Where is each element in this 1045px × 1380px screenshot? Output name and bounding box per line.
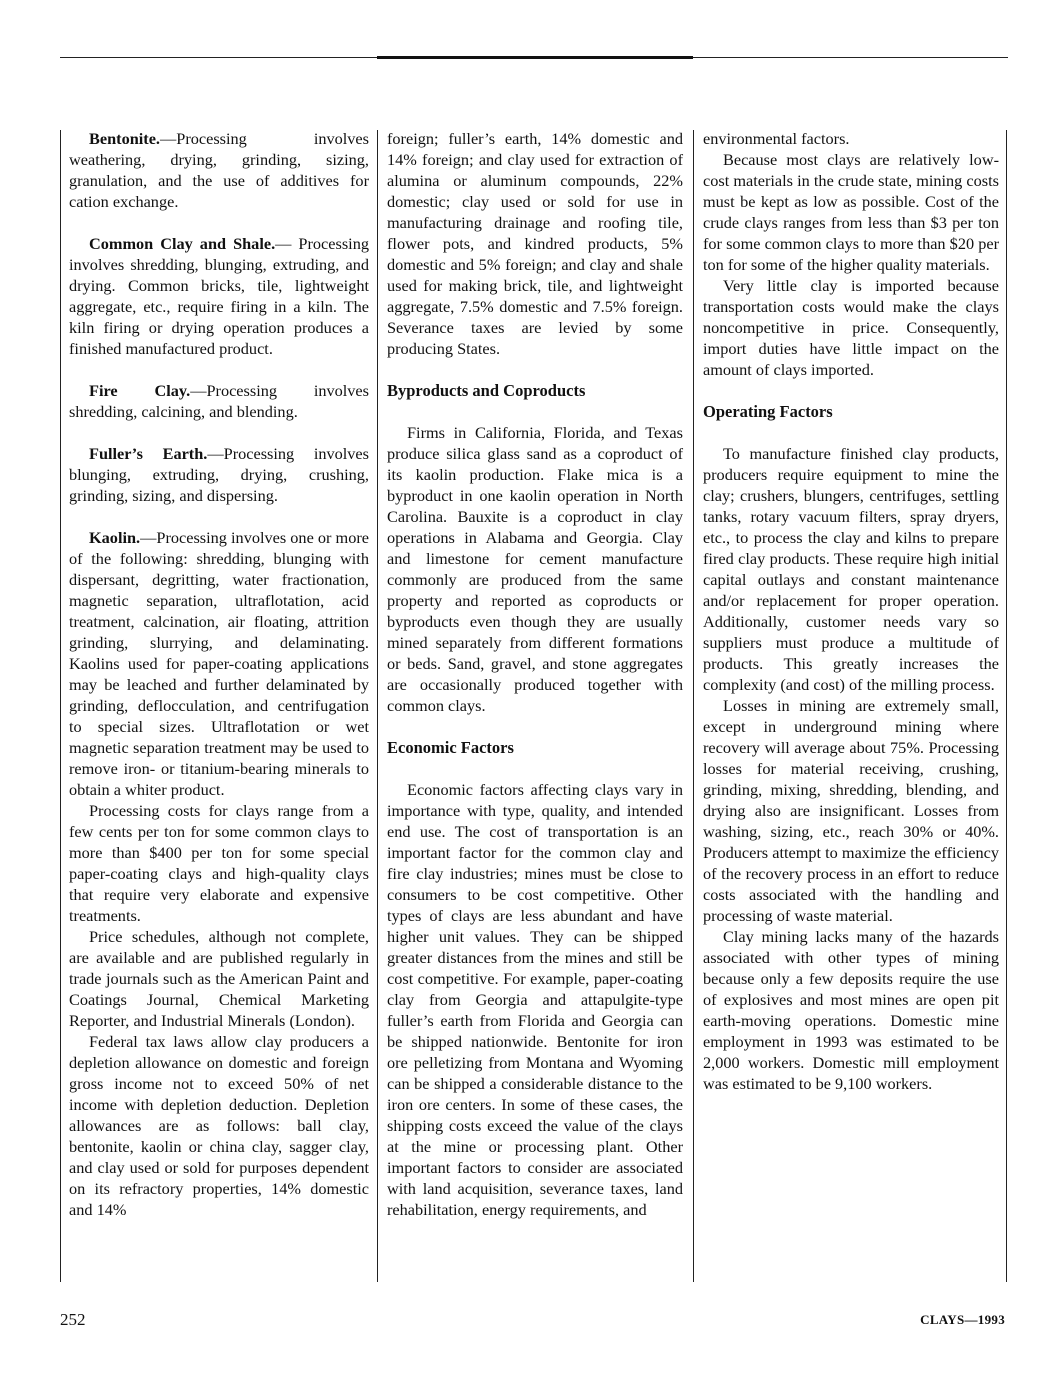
heading-economic-factors: Economic Factors [387, 738, 514, 757]
paragraph-imported: Very little clay is imported because transportation costs would make the clays noncompetitive in price. Consequently, import duties have little impact on the amount of clays imported. [703, 276, 999, 379]
running-title: CLAYS—1993 [920, 1312, 1005, 1327]
heading-operating-factors: Operating Factors [703, 402, 833, 421]
heading-fire-clay: Fire Clay. [89, 381, 191, 400]
column-3 [703, 128, 999, 1094]
column-1 [69, 128, 369, 1220]
paragraph-manufacture: To manufacture finished clay products, producers require equipment to mine the clay; crushers, blungers, centrifuges, settling tanks, rotary vacuum filters, spray dryers, etc., to process the clay and kilns to prepare fired clay products. These require high initial capital outlays and constant maintenance and/or replacement for proper operation. Additionally, customer needs vary so suppliers must produce a multitude of products. This greatly increases the complexity (and cost) of the milling process. [703, 444, 999, 694]
paragraph-kaolin: Kaolin.—Processing involves one or more of the following: shredding, blunging with dispersant, degritting, water fractionation, magnetic separation, ultraflotation, acid treatment, calcination, air floating, attrition grinding, slurrying, and delaminating. Kaolins used for paper-coating applications may be leached and further delaminated by grinding, deflocculation, and centrifugation to special sizes. Ultraflotation or wet magnetic separation treatment may be used to remove iron- or titanium-bearing minerals to obtain a whiter product. [69, 528, 369, 799]
paragraph-depletion-continued: foreign; fuller’s earth, 14% domestic and 14% foreign; and clay used for extraction of alumina or aluminum compounds, 22% domestic; clay used or sold for use in manufacturing drainage and roofing tile, flower pots, and kindred products, 5% domestic and 5% foreign; and clay and shale used for making brick, tile, and lightweight aggregate, 7.5% domestic and 7.5% foreign. Severance taxes are levied by some producing States. [387, 129, 683, 358]
paragraph-hazards: Clay mining lacks many of the hazards associated with other types of mining because only a few deposits require the use of explosives and most mines are open pit earth-moving operations. Domestic mine employment in 1993 was estimated to be 2,000 workers. Domestic mill employment was estimated to be 9,100 workers. [703, 927, 999, 1093]
heading-common-clay: Common Clay and Shale. [89, 234, 276, 253]
column-divider-left [60, 130, 61, 1282]
paragraph-environmental-continued: environmental factors. [703, 129, 850, 148]
paragraph-fire-clay: Fire Clay.—Processing involves shredding, calcining, and blending. [69, 381, 369, 421]
paragraph-losses: Losses in mining are extremely small, except in underground mining where recovery will average about 75%. Processing losses for material receiving, crushing, grinding, mixing, shredding, blending, and drying also are insignificant. Losses from washing, sizing, etc., reach 30% or 40%. Producers attempt to maximize the efficiency of the recovery process in an effort to reduce costs associated with the handling and processing of waste material. [703, 696, 999, 925]
paragraph-low-cost: Because most clays are relatively low-cost materials in the crude state, mining costs must be kept as low as possible. Cost of the crude clays ranges from less than $3 per ton for some common clays to more than $20 per ton for some of the higher quality materials. [703, 150, 999, 274]
paragraph-economic: Economic factors affecting clays vary in importance with type, quality, and intended end use. The cost of transportation is an important factor for the common clay and fire clay industries; mines must be close to consumers to be cost competitive. Other types of clays are less abundant and have higher unit values. They can be shipped greater distances from the mines and still be cost competitive. For example, paper-coating clay from Georgia and attapulgite-type fuller’s earth from Florida and Georgia can be shipped nationwide. Bentonite for iron ore pelletizing from Montana and Wyoming can be shipped a considerable distance to the iron ore centers. In some of these cases, the shipping costs exceed the value of the clays at the mine or processing plant. Other important factors to consider are associated with land acquisition, severance taxes, land rehabilitation, energy requirements, and [387, 780, 683, 1219]
paragraph-federal-tax: Federal tax laws allow clay producers a depletion allowance on domestic and foreign gross income not to exceed 50% of net income with depletion deduction. Depletion allowances are as follows: ball clay, bentonite, kaolin or china clay, sagger clay, and clay used or sold for purposes dependent on its refractory properties, 14% domestic and 14% [69, 1032, 369, 1219]
page-number: 252 [60, 1310, 86, 1329]
heading-bentonite: Bentonite. [89, 129, 160, 148]
heading-kaolin: Kaolin. [89, 528, 141, 547]
column-divider-right [1006, 130, 1007, 1282]
heading-byproducts: Byproducts and Coproducts [387, 381, 586, 400]
paragraph-processing-costs: Processing costs for clays range from a few cents per ton for some common clays to more than $400 per ton for some special paper-coating clays and high-quality clays that require very elaborate and expensive treatments. [69, 801, 369, 925]
paragraph-bentonite: Bentonite.—Processing involves weathering, drying, grinding, sizing, granulation, and the use of additives for cation exchange. [69, 129, 369, 211]
paragraph-firms: Firms in California, Florida, and Texas produce silica glass sand as a coproduct of its kaolin production. Flake mica is a byproduct in one kaolin operation in North Carolina. Bauxite is a coproduct in clay operations in Alabama and Georgia. Clay and limestone for cement manufacture commonly are produced from the same property and reported as coproducts or byproducts even though they are usually mined separately from different formations or beds. Sand, gravel, and stone aggregates are occasionally produced together with common clays. [387, 423, 683, 715]
column-divider-1 [377, 130, 378, 1282]
paragraph-fullers-earth: Fuller’s Earth.—Processing involves blunging, extruding, drying, crushing, grinding, sizing, and dispersing. [69, 444, 369, 505]
column-divider-2 [693, 130, 694, 1282]
heading-fullers-earth: Fuller’s Earth. [89, 444, 208, 463]
paragraph-price-schedules: Price schedules, although not complete, are available and are published regularly in trade journals such as the American Paint and Coatings Journal, Chemical Marketing Reporter, and Industrial Minerals (London). [69, 927, 369, 1030]
paragraph-common-clay: Common Clay and Shale.— Processing involves shredding, blunging, extruding, and drying. Common bricks, tile, lightweight aggregate, etc., require firing in a kiln. The kiln firing or drying operation produces a finished manufactured product. [69, 234, 369, 358]
top-rule-accent [377, 56, 693, 59]
column-2 [387, 128, 683, 1220]
